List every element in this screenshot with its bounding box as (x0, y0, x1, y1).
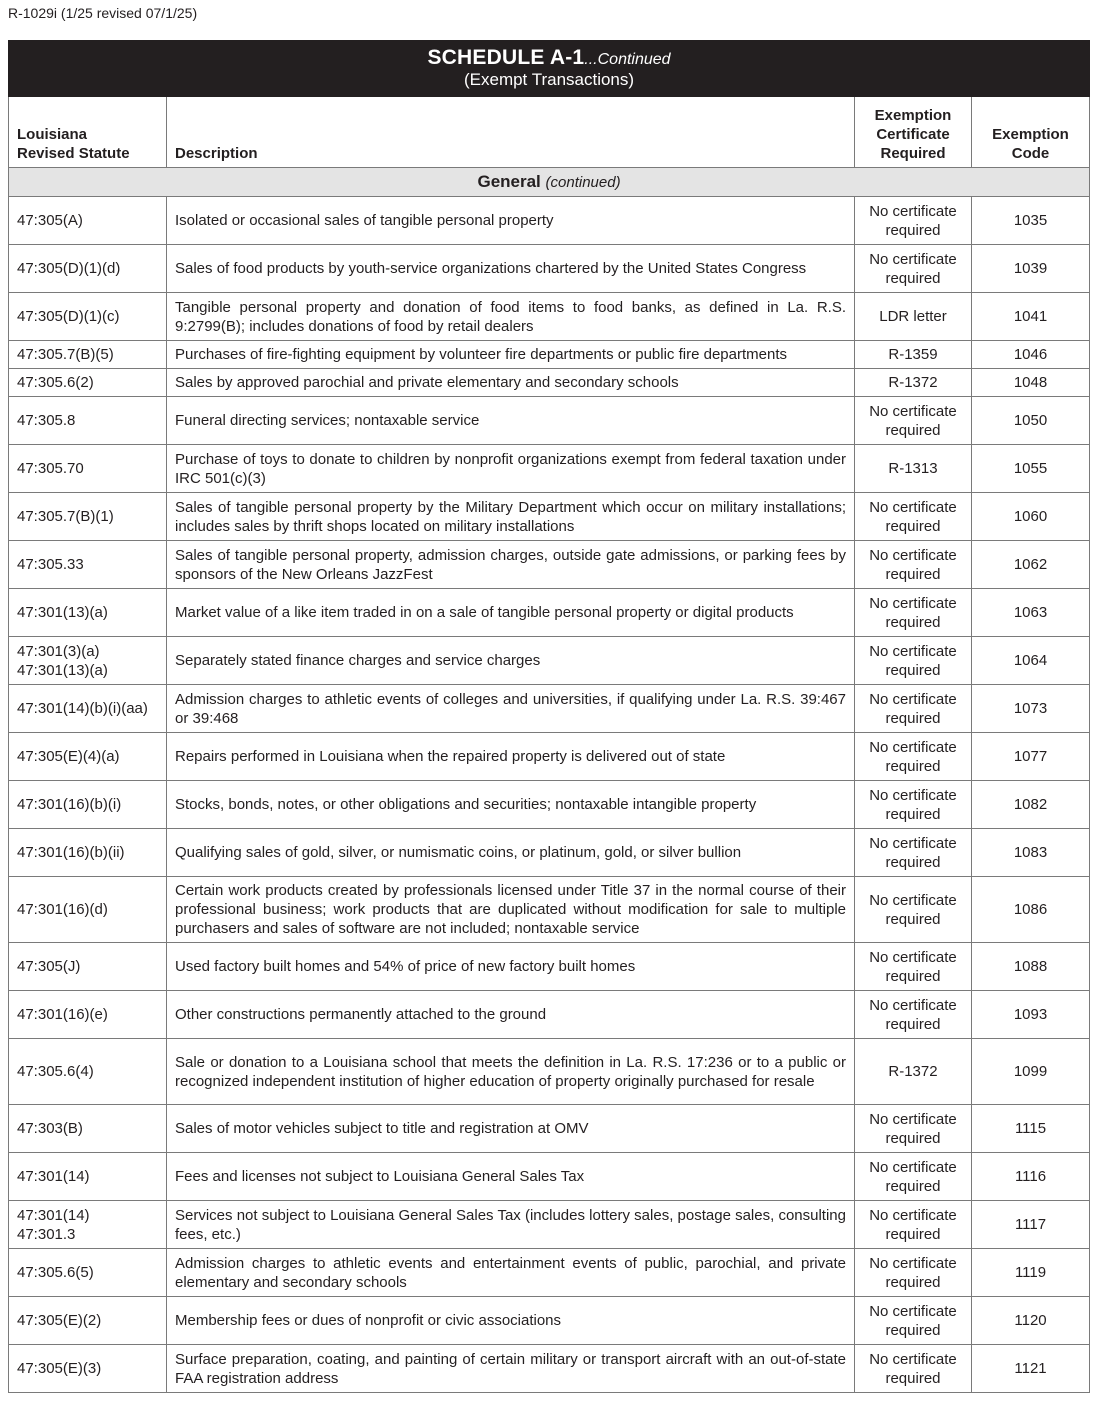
exemption-code-cell: 1060 (972, 493, 1090, 541)
statute-cell: 47:305.6(4) (9, 1039, 167, 1105)
statute-cell: 47:301(3)(a) 47:301(13)(a) (9, 637, 167, 685)
table-row (9, 1039, 1090, 1105)
section-header (9, 168, 1090, 197)
table-row (9, 245, 1090, 293)
table-row (9, 733, 1090, 781)
description-cell: Sales of motor vehicles subject to title and registration at OMV (167, 1105, 855, 1153)
description-cell: Other constructions permanently attached to the ground (167, 991, 855, 1039)
certificate-cell: No certificate required (855, 943, 972, 991)
description-cell: Isolated or occasional sales of tangible personal property (167, 197, 855, 245)
description-cell: Used factory built homes and 54% of price of new factory built homes (167, 943, 855, 991)
certificate-cell: No certificate required (855, 1249, 972, 1297)
description-cell: Tangible personal property and donation of food items to food banks, as defined in La. R.S. 9:2799(B); includes donations of food by retail dealers (167, 293, 855, 341)
schedule-continued: ...Continued (584, 51, 671, 68)
col-cert-header: Exemption Certificate Required (855, 97, 972, 168)
statute-cell: 47:305(J) (9, 943, 167, 991)
statute-cell: 47:305.6(5) (9, 1249, 167, 1297)
certificate-cell: No certificate required (855, 197, 972, 245)
statute-cell: 47:305.33 (9, 541, 167, 589)
statute-cell: 47:303(B) (9, 1105, 167, 1153)
certificate-cell: R-1372 (855, 1039, 972, 1105)
table-row (9, 1105, 1090, 1153)
col-description-header: Description (167, 97, 855, 168)
schedule-header (9, 41, 1090, 97)
statute-cell: 47:301(16)(b)(ii) (9, 829, 167, 877)
statute-cell: 47:305(D)(1)(c) (9, 293, 167, 341)
statute-cell: 47:301(13)(a) (9, 589, 167, 637)
exemption-code-cell: 1082 (972, 781, 1090, 829)
statute-cell: 47:305(E)(3) (9, 1345, 167, 1393)
certificate-cell: No certificate required (855, 493, 972, 541)
statute-cell: 47:305.7(B)(1) (9, 493, 167, 541)
exemption-code-cell: 1046 (972, 341, 1090, 369)
certificate-cell: No certificate required (855, 685, 972, 733)
description-cell: Sales of tangible personal property, admission charges, outside gate admissions, or parking fees by sponsors of the New Orleans JazzFest (167, 541, 855, 589)
description-cell: Admission charges to athletic events and entertainment events of public, parochial, and private elementary and secondary schools (167, 1249, 855, 1297)
exemption-code-cell: 1077 (972, 733, 1090, 781)
table-row (9, 877, 1090, 943)
exemption-code-cell: 1035 (972, 197, 1090, 245)
table-row (9, 637, 1090, 685)
description-cell: Separately stated finance charges and service charges (167, 637, 855, 685)
table-row (9, 197, 1090, 245)
table-row (9, 541, 1090, 589)
certificate-cell: No certificate required (855, 245, 972, 293)
description-cell: Market value of a like item traded in on a sale of tangible personal property or digital products (167, 589, 855, 637)
table-row (9, 1249, 1090, 1297)
column-headers (9, 97, 1090, 168)
statute-cell: 47:305.8 (9, 397, 167, 445)
certificate-cell: No certificate required (855, 541, 972, 589)
description-cell: Purchases of fire-fighting equipment by volunteer fire departments or public fire departments (167, 341, 855, 369)
description-cell: Fees and licenses not subject to Louisiana General Sales Tax (167, 1153, 855, 1201)
certificate-cell: LDR letter (855, 293, 972, 341)
statute-cell: 47:305.7(B)(5) (9, 341, 167, 369)
description-cell: Sales of food products by youth-service organizations chartered by the United States Congress (167, 245, 855, 293)
description-cell: Stocks, bonds, notes, or other obligations and securities; nontaxable intangible property (167, 781, 855, 829)
description-cell: Sales of tangible personal property by the Military Department which occur on military installations; includes sales by thrift shops located on military installations (167, 493, 855, 541)
description-cell: Certain work products created by professionals licensed under Title 37 in the normal course of their professional business; work products that are duplicated without modification for sale to multiple purchasers and sales of software are not included; nontaxable service (167, 877, 855, 943)
exemption-code-cell: 1041 (972, 293, 1090, 341)
table-row (9, 589, 1090, 637)
description-cell: Admission charges to athletic events of colleges and universities, if qualifying under La. R.S. 39:467 or 39:468 (167, 685, 855, 733)
description-cell: Sales by approved parochial and private elementary and secondary schools (167, 369, 855, 397)
statute-cell: 47:301(14) (9, 1153, 167, 1201)
table-row (9, 369, 1090, 397)
table-row (9, 293, 1090, 341)
col-code-header: Exemption Code (972, 97, 1090, 168)
exemption-code-cell: 1119 (972, 1249, 1090, 1297)
certificate-cell: No certificate required (855, 877, 972, 943)
exemption-code-cell: 1116 (972, 1153, 1090, 1201)
exemption-code-cell: 1039 (972, 245, 1090, 293)
exemption-code-cell: 1088 (972, 943, 1090, 991)
statute-cell: 47:301(14) 47:301.3 (9, 1201, 167, 1249)
description-cell: Sale or donation to a Louisiana school that meets the definition in La. R.S. 17:236 or to a public or recognized independent institution of higher education of property originally purchased for resale (167, 1039, 855, 1105)
description-cell: Purchase of toys to donate to children by nonprofit organizations exempt from federal taxation under IRC 501(c)(3) (167, 445, 855, 493)
table-row (9, 1345, 1090, 1393)
description-cell: Qualifying sales of gold, silver, or numismatic coins, or platinum, gold, or silver bullion (167, 829, 855, 877)
exemption-code-cell: 1099 (972, 1039, 1090, 1105)
table-row (9, 943, 1090, 991)
exemption-code-cell: 1064 (972, 637, 1090, 685)
statute-cell: 47:301(16)(d) (9, 877, 167, 943)
certificate-cell: No certificate required (855, 397, 972, 445)
exemption-code-cell: 1121 (972, 1345, 1090, 1393)
exemption-code-cell: 1115 (972, 1105, 1090, 1153)
table-row (9, 991, 1090, 1039)
certificate-cell: No certificate required (855, 829, 972, 877)
description-cell: Membership fees or dues of nonprofit or civic associations (167, 1297, 855, 1345)
table-row (9, 493, 1090, 541)
exemption-code-cell: 1120 (972, 1297, 1090, 1345)
certificate-cell: No certificate required (855, 1297, 972, 1345)
exemption-code-cell: 1055 (972, 445, 1090, 493)
table-row (9, 397, 1090, 445)
exemption-code-cell: 1050 (972, 397, 1090, 445)
col-statute-header: Louisiana Revised Statute (9, 97, 167, 168)
exemption-code-cell: 1062 (972, 541, 1090, 589)
description-cell: Surface preparation, coating, and painting of certain military or transport aircraft with an out-of-state FAA registration address (167, 1345, 855, 1393)
table-row (9, 685, 1090, 733)
exemption-code-cell: 1048 (972, 369, 1090, 397)
form-id: R-1029i (1/25 revised 07/1/25) (8, 5, 198, 21)
table-row (9, 1297, 1090, 1345)
certificate-cell: No certificate required (855, 1345, 972, 1393)
table-row (9, 445, 1090, 493)
description-cell: Funeral directing services; nontaxable service (167, 397, 855, 445)
section-name: General (477, 172, 541, 191)
statute-cell: 47:305.70 (9, 445, 167, 493)
certificate-cell: No certificate required (855, 1201, 972, 1249)
certificate-cell: R-1359 (855, 341, 972, 369)
statute-cell: 47:305(D)(1)(d) (9, 245, 167, 293)
exemption-code-cell: 1086 (972, 877, 1090, 943)
statute-cell: 47:301(16)(e) (9, 991, 167, 1039)
schedule-title: SCHEDULE A-1 (427, 46, 585, 69)
exemption-code-cell: 1063 (972, 589, 1090, 637)
statute-cell: 47:305(A) (9, 197, 167, 245)
certificate-cell: No certificate required (855, 637, 972, 685)
certificate-cell: R-1372 (855, 369, 972, 397)
statute-cell: 47:305.6(2) (9, 369, 167, 397)
statute-cell: 47:305(E)(2) (9, 1297, 167, 1345)
table-row (9, 1201, 1090, 1249)
statute-cell: 47:301(14)(b)(i)(aa) (9, 685, 167, 733)
table-row (9, 829, 1090, 877)
description-cell: Repairs performed in Louisiana when the repaired property is delivered out of state (167, 733, 855, 781)
certificate-cell: No certificate required (855, 589, 972, 637)
section-note: (continued) (545, 174, 621, 191)
certificate-cell: No certificate required (855, 1105, 972, 1153)
table-row (9, 1153, 1090, 1201)
exemption-code-cell: 1093 (972, 991, 1090, 1039)
certificate-cell: R-1313 (855, 445, 972, 493)
statute-cell: 47:301(16)(b)(i) (9, 781, 167, 829)
certificate-cell: No certificate required (855, 781, 972, 829)
table-row (9, 341, 1090, 369)
schedule-table (8, 40, 1090, 1393)
statute-cell: 47:305(E)(4)(a) (9, 733, 167, 781)
schedule-subtitle: (Exempt Transactions) (463, 70, 635, 89)
certificate-cell: No certificate required (855, 1153, 972, 1201)
exemption-code-cell: 1083 (972, 829, 1090, 877)
description-cell: Services not subject to Louisiana General Sales Tax (includes lottery sales, postage sales, consulting fees, etc.) (167, 1201, 855, 1249)
certificate-cell: No certificate required (855, 733, 972, 781)
exemption-code-cell: 1117 (972, 1201, 1090, 1249)
certificate-cell: No certificate required (855, 991, 972, 1039)
table-row (9, 781, 1090, 829)
exemption-code-cell: 1073 (972, 685, 1090, 733)
